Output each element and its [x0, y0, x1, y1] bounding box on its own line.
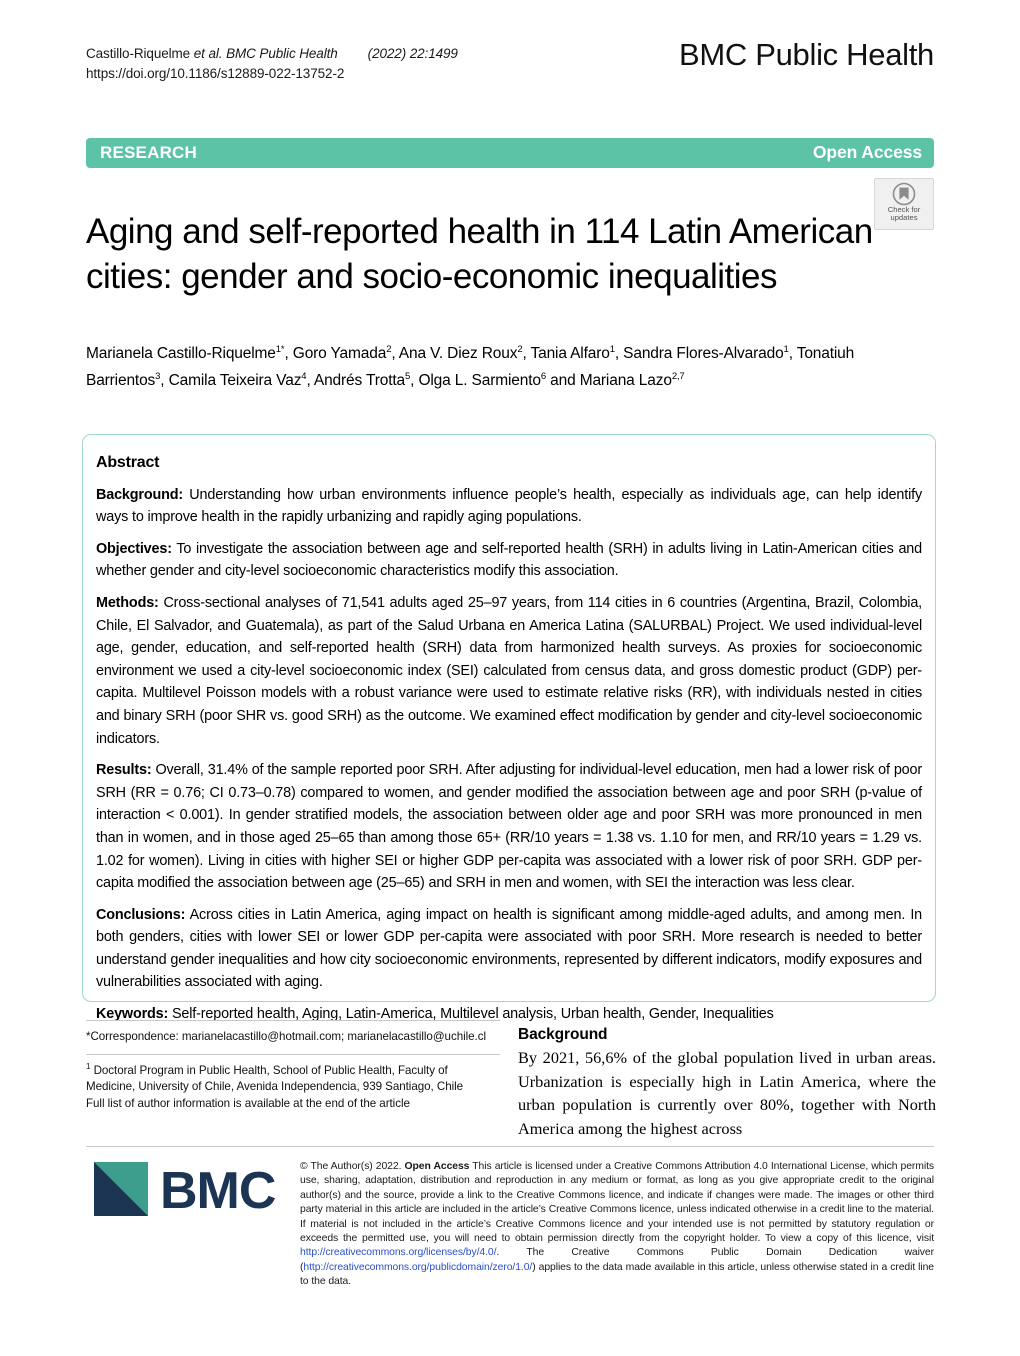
correspondence-label: *Correspondence: [86, 1030, 179, 1043]
running-head-volume: (2022) 22:1499 [367, 46, 458, 61]
copyright-body-1: This article is licensed under a Creative Commons Attribution 4.0 International License, which permits use, sharing, adaptation, distribution and reproduction in any medium or format, as long as you give appropriate credit to the original author(s) and the source, provide a link to the Creative Commons licence, and indicate if changes were made. The images or other third party material in this article are included in the article’s Creative Commons licence, unless indicated otherwise in a credit line to the material. If material is not included in the article’s Creative Commons licence and your intended use is not permitted by statutory regulation or exceeds the permitted use, you will need to obtain permission directly from the copyright holder. To view a copy of this licence, visit [300, 1161, 935, 1245]
abstract-label-conclusions: Conclusions: [96, 906, 186, 923]
abstract-label-objectives: Objectives: [96, 540, 172, 557]
crossmark-icon [892, 182, 916, 206]
abstract-section-methods [96, 592, 922, 750]
abstract-text-results: Overall, 31.4% of the sample reported poor SRH. After adjusting for individual-level education, men had a lower risk of poor SRH (RR = 0.76; CI 0.73–0.78) compared to women, and gender modified the association between age and poor SRH (p-value of interaction < 0.001). In gender stratified models, the association between older age and poor SRH was more pronounced in men than in women, and in those aged 25–65 than among those 65+ (RR/10 years = 1.38 vs. 1.10 for men, and RR/10 years = 1.29 vs. 1.02 for women). Living in cities with higher SEI or higher GDP per-capita was associated with a lower risk of poor SRH. GDP per-capita modified the association between age (25–65) and SRH in men and women, with SEI the interaction was less clear. [96, 762, 922, 892]
background-paragraph: By 2021, 56,6% of the global population lived in urban areas. Urbanization is especially high in Latin America, where the urban population is currently over 80%, together with North America among the highest across [518, 1048, 936, 1138]
article-type-label: RESEARCH [100, 143, 198, 162]
creative-commons-link-2[interactable]: http://creativecommons.org/publicdomain/zero/1.0/ [303, 1261, 533, 1273]
page-title: Aging and self-reported health in 114 Latin American cities: gender and socio-economic inequalities [86, 212, 873, 297]
background-heading: Background [518, 1026, 608, 1043]
author-list [86, 340, 886, 394]
article-type-banner [86, 138, 934, 168]
abstract-section-background [96, 484, 922, 529]
abstract-text-background: Understanding how urban environments influence people’s health, especially as individuals age, can help identify ways to improve health in the rapidly urbanizing and rapidly aging populations. [96, 486, 922, 526]
author-names: Marianela Castillo-Riquelme$^{1*}$, Goro Yamada$^2$, Ana V. Diez Roux$^2$, Tania Alfaro$^1$, Sandra Flores-Alvarado$^1$, Tonatiuh Barrientos$^3$, Camila Teixeira Vaz$^4$, Andrés Trotta$^5$, Olga L. Sarmiento$^6$ and Mariana Lazo$^{2,7}$ [86, 343, 855, 389]
check-for-updates-line1: Check for [887, 205, 921, 214]
affiliation-divider [86, 1054, 500, 1055]
running-head [86, 44, 686, 84]
abstract-text-conclusions: Across cities in Latin America, aging impact on health is significant among middle-aged adults, and among men. In both genders, cities with lower SEI or lower GDP per-capita were associated with poor SRH. More research is needed to better understand gender inequalities and how city socioeconomic environments, represented by different indicators, modify exposures and vulnerabilities associated with aging. [96, 906, 923, 991]
check-for-updates-badge[interactable] [874, 178, 934, 230]
copyright-body-3: ) applies to the data made available in this article, unless otherwise stated in a credit line to the data. [300, 1261, 934, 1288]
correspondence-line [86, 1029, 500, 1045]
svg-text:BMC: BMC [160, 1162, 276, 1220]
running-head-doi: https://doi.org/10.1186/s12889-022-13752-2 [86, 66, 345, 81]
journal-title: BMC Public Health [678, 37, 934, 72]
check-for-updates-line2: updates [890, 213, 918, 222]
correspondence-column [86, 1020, 500, 1112]
copyright-prefix: © The Author(s) 2022. [300, 1161, 405, 1172]
abstract-text-objectives: To investigate the association between age and self-reported health (SRH) in adults living in Latin-American cities and whether gender and city-level socioeconomic characteristics modify this association. [96, 540, 922, 580]
abstract-section-results [96, 759, 922, 895]
footer-divider [86, 1146, 934, 1147]
affiliation-marker: 1 [86, 1061, 91, 1071]
correspondence-divider-top [86, 1020, 500, 1021]
abstract-label-results: Results: [96, 762, 152, 779]
creative-commons-link-1[interactable]: http://creativecommons.org/licenses/by/4.0/ [300, 1247, 497, 1259]
copyright-open-access: Open Access [404, 1161, 470, 1172]
copyright-body-2: . The Creative Commons Public Domain Dedication waiver ( [300, 1247, 934, 1273]
correspondence-emails[interactable]: marianelacastillo@hotmail.com; marianelacastillo@uchile.cl [181, 1030, 486, 1043]
abstract-section-conclusions [96, 904, 922, 994]
abstract-label-keywords: Keywords: [96, 1006, 169, 1023]
affiliation-block [86, 1063, 500, 1113]
open-access-label: Open Access [812, 142, 922, 162]
abstract-text-methods: Cross-sectional analyses of 71,541 adults aged 25–97 years, from 114 cities in 6 countries (Argentina, Brazil, Colombia, Chile, El Salvador, and Guatemala), as part of the Salud Urbana en America Latina (SALURBAL) Project. We used individual-level age, gender, education, and self-reported health (SRH) data from harmonized health surveys. As proxies for socioeconomic environment we used a city-level socioeconomic index (SEI) calculated from census data, and gross domestic product (GDP) per-capita. Multilevel Poisson models with a robust variance were used to estimate relative risks (RR), with individuals nested in cities and binary SRH (poor SHR vs. good SRH) as the outcome. We examined effect modification by gender and city-level socioeconomic indicators. [96, 594, 923, 747]
abstract-label-background: Background: [96, 486, 183, 503]
abstract-heading: Abstract [96, 454, 160, 471]
running-head-authors: Castillo-Riquelme [86, 46, 194, 61]
abstract-section-objectives [96, 538, 922, 583]
affiliation-text: Doctoral Program in Public Health, School of Public Health, Faculty of Medicine, University of Chile, Avenida Independencia, 939 Santiago, Chile [86, 1063, 464, 1093]
copyright-notice [300, 1160, 934, 1290]
affiliation-note: Full list of author information is available at the end of the article [86, 1096, 410, 1110]
abstract-text-keywords: Self-reported health, Aging, Latin-America, Multilevel analysis, Urban health, Gender, Inequalities [171, 1006, 774, 1023]
running-head-journal: et al. BMC Public Health [193, 46, 338, 61]
background-column [518, 1026, 936, 1140]
abstract-content [96, 452, 922, 1026]
bmc-logo [92, 1158, 282, 1220]
abstract-label-methods: Methods: [96, 594, 159, 611]
